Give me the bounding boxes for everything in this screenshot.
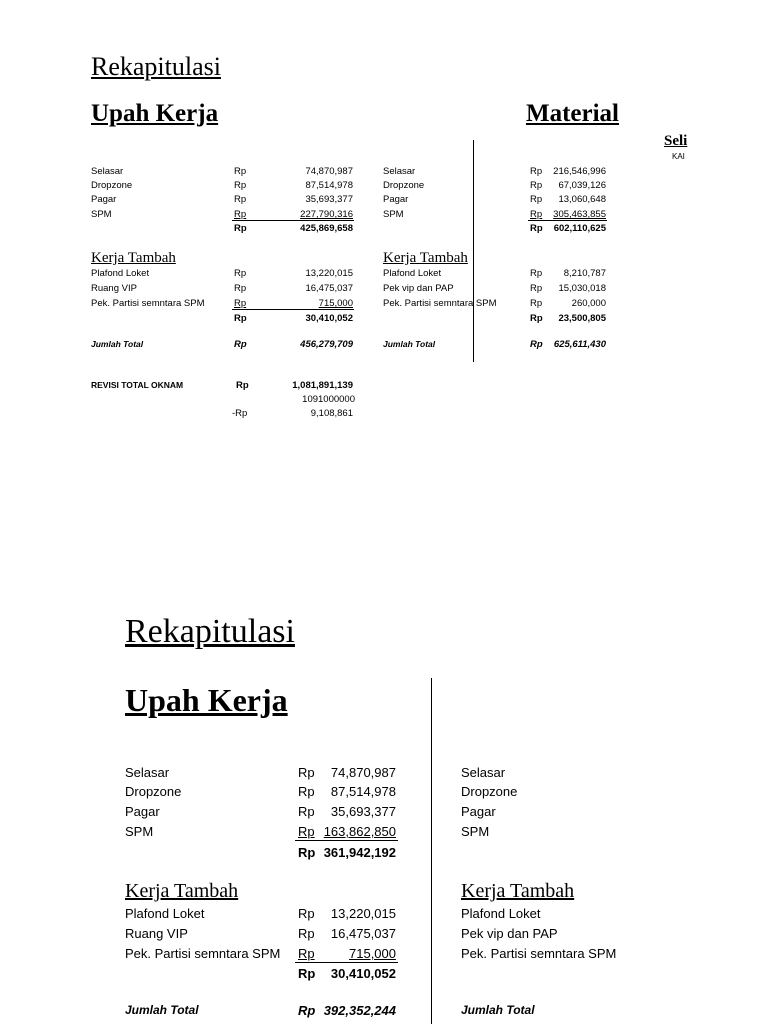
bottom-right-tambah-label: Pek vip dan PAP: [461, 926, 558, 941]
top-upah-tambah-label: Ruang VIP: [91, 283, 137, 294]
top-material-row-cur: Rp: [530, 166, 543, 177]
top-material-tambah-label: Pek. Partisi semntara SPM: [383, 298, 497, 309]
bottom-tambah-cur: Rp: [298, 906, 315, 921]
top-revisi-label: REVISI TOTAL OKNAM: [91, 380, 184, 390]
top-material-row-cur: Rp: [530, 180, 543, 191]
bottom-title: Rekapitulasi: [125, 613, 295, 650]
top-material-tambah-subtotal-value: 23,500,805: [558, 313, 606, 324]
bottom-right-tambah-label: Plafond Loket: [461, 906, 541, 921]
top-material-tambah-cur: Rp: [530, 298, 543, 309]
top-upah-tambah-value: 16,475,037: [305, 283, 353, 294]
bottom-right-tambah-heading: Kerja Tambah: [461, 880, 575, 902]
bottom-row-label: Selasar: [125, 765, 170, 780]
top-upah-tambah-subtotal-cur: Rp: [234, 313, 247, 324]
bottom-right-row-label: Pagar: [461, 804, 496, 819]
top-material-row-cur: Rp: [530, 209, 543, 220]
bottom-tambah-value: 16,475,037: [330, 926, 396, 941]
top-material-heading: Material: [526, 100, 620, 127]
top-material-tambah-subtotal-cur: Rp: [530, 313, 543, 324]
top-upah-row-value: 87,514,978: [305, 180, 353, 191]
top-material-row-value: 67,039,126: [558, 180, 606, 191]
bottom-tambah-label: Pek. Partisi semntara SPM: [125, 946, 281, 961]
bottom-row-value: 35,693,377: [330, 804, 396, 819]
top-material-jumlah-label: Jumlah Total: [383, 339, 436, 349]
bottom-row-label: Dropzone: [125, 784, 182, 799]
top-upah-row-cur: Rp: [234, 166, 247, 177]
top-material-row-cur: Rp: [530, 194, 543, 205]
top-material-tambah-cur: Rp: [530, 283, 543, 294]
bottom-tambah-cur: Rp: [298, 926, 315, 941]
top-side-heading: Seli: [664, 133, 688, 149]
bottom-tambah-cur: Rp: [298, 946, 315, 961]
top-upah-tambah-label: Pek. Partisi semntara SPM: [91, 298, 205, 309]
top-upah-row-cur: Rp: [234, 209, 247, 220]
bottom-sum-line: [295, 840, 398, 841]
top-revisi-value: 1,081,891,139: [292, 380, 353, 391]
bottom-tambah-heading: Kerja Tambah: [125, 880, 239, 902]
top-material-tambah-heading: Kerja Tambah: [383, 250, 468, 266]
top-upah-row-value: 227,790,316: [300, 209, 353, 220]
top-material-row-label: Pagar: [383, 194, 409, 205]
top-upah-tambah-value: 715,000: [318, 298, 353, 309]
top-upah-row-cur: Rp: [234, 194, 247, 205]
top-revisi-cur: Rp: [236, 380, 249, 391]
bottom-right-tambah-label: Pek. Partisi semntara SPM: [461, 946, 617, 961]
bottom-tambah-subtotal-value: 30,410,052: [330, 966, 396, 981]
top-material-row-label: SPM: [383, 209, 404, 220]
bottom-row-cur: Rp: [298, 765, 315, 780]
top-material-row-value: 216,546,996: [553, 166, 606, 177]
top-upah-tambah-heading: Kerja Tambah: [91, 250, 176, 266]
bottom-right-row-label: Selasar: [461, 765, 506, 780]
bottom-row-cur: Rp: [298, 804, 315, 819]
top-upah-tambah-sum-line: [232, 309, 354, 310]
top-material-sum-line: [528, 220, 607, 221]
top-upah-jumlah-label: Jumlah Total: [91, 339, 144, 349]
top-material-subtotal-cur: Rp: [530, 223, 543, 234]
bottom-right-jumlah-label: Jumlah Total: [461, 1003, 535, 1017]
bottom-jumlah-value: 392,352,244: [323, 1003, 396, 1018]
top-upah-sum-line: [232, 220, 354, 221]
top-upah-jumlah-value: 456,279,709: [300, 339, 353, 350]
top-revisi-diff-value: 9,108,861: [310, 408, 353, 419]
bottom-row-value: 74,870,987: [330, 765, 396, 780]
top-material-row-label: Dropzone: [383, 180, 425, 191]
top-upah-subtotal-cur: Rp: [234, 223, 247, 234]
bottom-tambah-sum-line: [295, 962, 398, 963]
top-upah-jumlah-cur: Rp: [234, 339, 247, 350]
bottom-tambah-label: Ruang VIP: [125, 926, 188, 941]
top-upah-row-label: Dropzone: [91, 180, 133, 191]
top-revisi-diff-cur: -Rp: [232, 408, 248, 419]
top-upah-tambah-cur: Rp: [234, 283, 247, 294]
top-upah-row-value: 74,870,987: [305, 166, 353, 177]
top-material-tambah-value: 15,030,018: [558, 283, 606, 294]
bottom-row-cur: Rp: [298, 824, 315, 839]
top-upah-tambah-label: Plafond Loket: [91, 268, 150, 279]
top-upah-heading: Upah Kerja: [91, 100, 219, 127]
top-material-jumlah-value: 625,611,430: [553, 339, 606, 350]
top-column-divider: [473, 140, 474, 362]
top-upah-row-label: SPM: [91, 209, 112, 220]
bottom-row-value: 163,862,850: [323, 824, 396, 839]
bottom-jumlah-cur: Rp: [298, 1003, 316, 1018]
top-material-tambah-label: Plafond Loket: [383, 268, 442, 279]
top-material-jumlah-cur: Rp: [530, 339, 543, 350]
bottom-tambah-subtotal-cur: Rp: [298, 966, 316, 981]
top-upah-tambah-value: 13,220,015: [305, 268, 353, 279]
top-upah-row-cur: Rp: [234, 180, 247, 191]
top-title: Rekapitulasi: [91, 52, 221, 81]
top-material-tambah-value: 260,000: [571, 298, 606, 309]
top-upah-tambah-cur: Rp: [234, 298, 247, 309]
bottom-right-row-label: Dropzone: [461, 784, 518, 799]
bottom-tambah-value: 715,000: [349, 946, 396, 961]
top-material-row-label: Selasar: [383, 166, 416, 177]
bottom-row-label: Pagar: [125, 804, 160, 819]
top-material-row-value: 13,060,648: [558, 194, 606, 205]
bottom-tambah-value: 13,220,015: [330, 906, 396, 921]
bottom-jumlah-label: Jumlah Total: [125, 1003, 199, 1017]
top-upah-row-value: 35,693,377: [305, 194, 353, 205]
bottom-tambah-label: Plafond Loket: [125, 906, 205, 921]
bottom-row-cur: Rp: [298, 784, 315, 799]
top-upah-subtotal-value: 425,869,658: [300, 223, 353, 234]
bottom-subtotal-value: 361,942,192: [323, 845, 396, 860]
top-upah-tambah-cur: Rp: [234, 268, 247, 279]
top-upah-tambah-subtotal-value: 30,410,052: [305, 313, 353, 324]
top-upah-row-label: Pagar: [91, 194, 117, 205]
bottom-subtotal-cur: Rp: [298, 845, 316, 860]
top-material-tambah-label: Pek vip dan PAP: [383, 283, 454, 294]
top-material-subtotal-value: 602,110,625: [553, 223, 606, 234]
top-material-row-value: 305,463,855: [553, 209, 606, 220]
top-upah-row-label: Selasar: [91, 166, 124, 177]
bottom-upah-heading: Upah Kerja: [125, 682, 288, 718]
top-material-tambah-cur: Rp: [530, 268, 543, 279]
top-revisi-value2: 1091000000: [302, 394, 355, 405]
bottom-row-label: SPM: [125, 824, 154, 839]
top-material-tambah-value: 8,210,787: [563, 268, 606, 279]
bottom-row-value: 87,514,978: [330, 784, 396, 799]
bottom-column-divider: [431, 678, 432, 1024]
top-side-sub: KAI: [672, 152, 685, 161]
bottom-right-row-label: SPM: [461, 824, 490, 839]
